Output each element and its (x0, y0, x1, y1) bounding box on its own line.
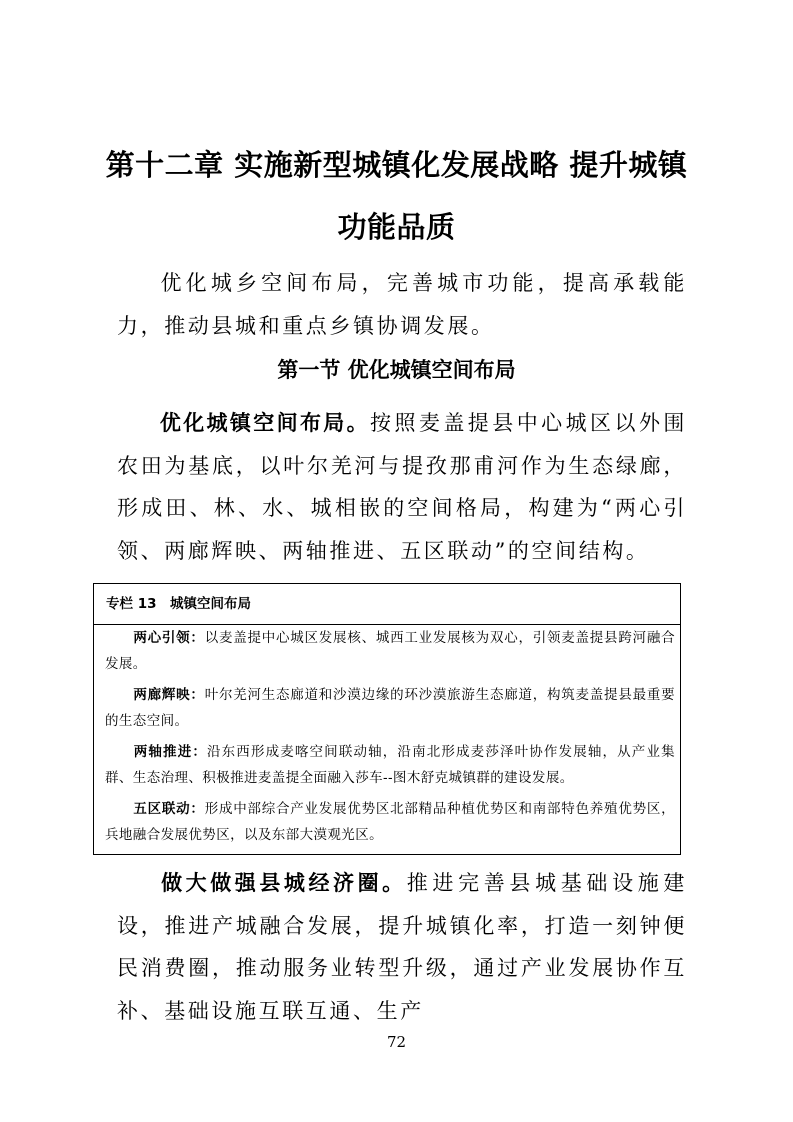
info-box-item (105, 683, 675, 734)
info-box-item (105, 740, 675, 791)
paragraph-lead: 做大做强县城经济圈。 (159, 871, 407, 895)
page-number: 72 (386, 1033, 407, 1051)
paragraph-text: 推进完善县城基础设施建设，推进产城融合发展，提升城镇化率，打造一刻钟便民消费圈，推动服务业转型升级，通过产业发展协作互补、基础设施互联互通、生产 (117, 871, 687, 1023)
info-box-item (105, 626, 675, 677)
item-label: 五区联动： (133, 801, 205, 817)
item-label: 两轴推进： (133, 744, 207, 760)
section-title: 第一节 优化城镇空间布局 (277, 358, 516, 382)
paragraph-county-economy (117, 862, 687, 1032)
intro-paragraph (117, 262, 687, 347)
item-text: 形成中部综合产业发展优势区北部精品种植优势区和南部特色养殖优势区，兵地融合发展优势区，以及东部大漠观光区。 (105, 801, 676, 843)
chapter-title-line2: 功能品质 (337, 210, 456, 244)
intro-text: 优化城乡空间布局，完善城市功能，提高承载能力，推动县城和重点乡镇协调发展。 (117, 271, 687, 338)
info-box-item (105, 797, 675, 848)
item-label: 两心引领： (133, 630, 205, 646)
paragraph-spatial-layout (117, 402, 687, 572)
item-label: 两廊辉映： (133, 687, 205, 703)
item-text: 叶尔羌河生态廊道和沙漠边缘的环沙漠旅游生态廊道，构筑麦盖提县最重要的生态空间。 (105, 687, 676, 729)
info-box (93, 583, 681, 855)
paragraph-text: 按照麦盖提县中心城区以外围农田为基底，以叶尔羌河与提孜那甫河作为生态绿廊，形成田、林、水、城相嵌的空间格局，构建为“两心引领、两廊辉映、两轴推进、五区联动”的空间结构。 (117, 411, 687, 563)
item-text: 以麦盖提中心城区发展核、城西工业发展核为双心，引领麦盖提县跨河融合发展。 (105, 630, 676, 672)
chapter-title-line1: 第十二章 实施新型城镇化发展战略 提升城镇 (105, 148, 688, 182)
paragraph-lead: 优化城镇空间布局。 (159, 411, 370, 435)
item-text: 沿东西形成麦喀空间联动轴，沿南北形成麦莎泽叶协作发展轴，从产业集群、生态治理、积极推进麦盖提全面融入莎车--图木舒克城镇群的建设发展。 (105, 744, 675, 786)
info-box-header: 专栏 13 城镇空间布局 (94, 584, 680, 625)
